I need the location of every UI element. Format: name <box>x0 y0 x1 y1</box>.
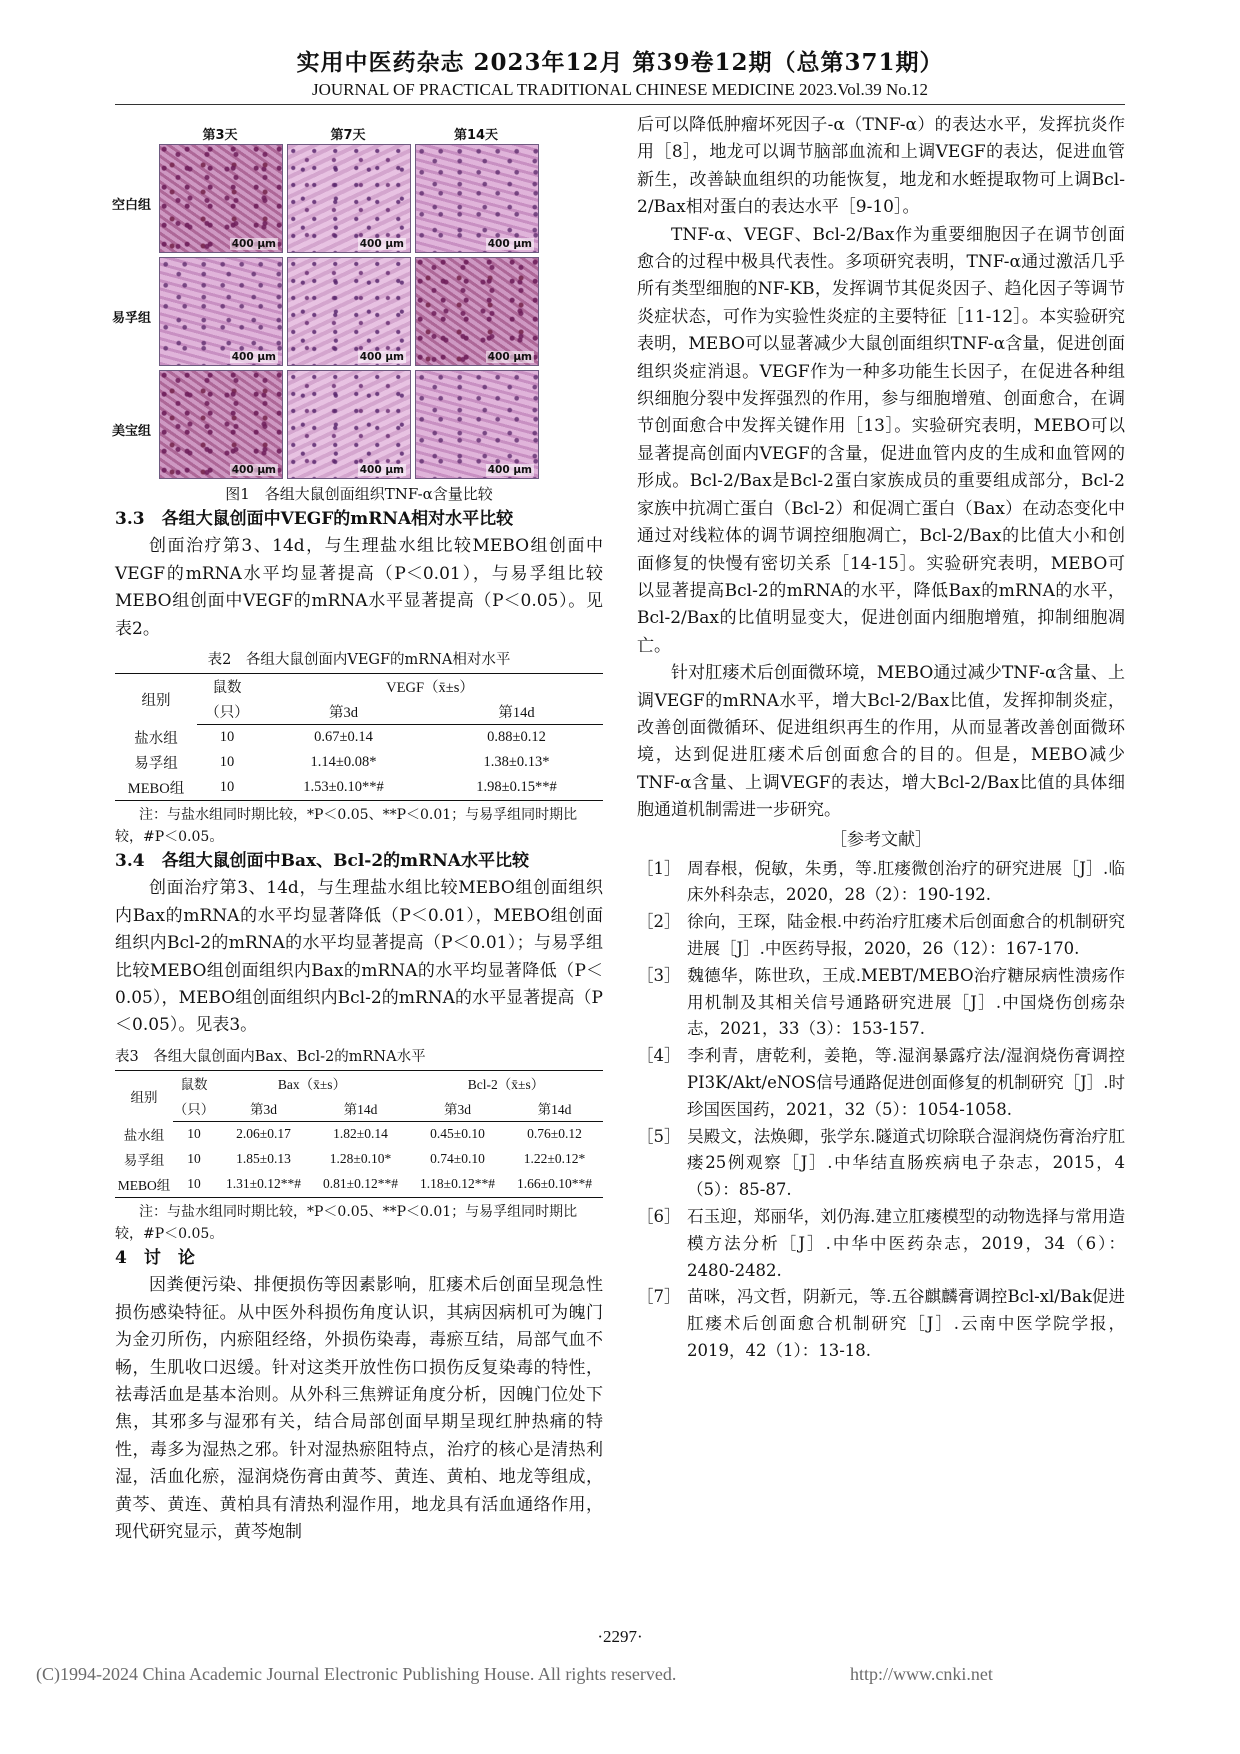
table-cell: 0.81±0.12**# <box>312 1172 409 1198</box>
table-header-n-unit: （只） <box>173 1096 215 1122</box>
reference-number: ［1］ <box>637 858 681 878</box>
reference-text: 苗咪，冯文哲，阴新元，等.五谷麒麟膏调控Bcl-xl/Bak促进肛瘘术后创面愈合机制研究［J］.云南中医学院学报，2019，42（1）：13-18. <box>687 1287 1125 1360</box>
table-header-day3: 第3d <box>409 1096 506 1122</box>
table-header-group: 组别 <box>115 674 197 725</box>
table-cell: 盐水组 <box>134 730 178 747</box>
table-row <box>115 1121 603 1147</box>
scale-bar-label: 400 μm <box>231 464 276 476</box>
journal-title-cn: 实用中医药杂志 2023年12月 第39卷12期（总第371期） <box>296 49 944 76</box>
figure-col-label-day14: 第14天 <box>453 128 499 143</box>
scale-bar-label: 400 μm <box>487 238 532 250</box>
micrograph-meibao-day3 <box>159 370 283 479</box>
table-2-note: 注：与盐水组同时期比较，*P＜0.05、**P＜0.01；与易孚组同时期比较，#P＜0.05。 <box>115 807 578 846</box>
header-rule <box>115 104 1125 105</box>
reference-number: ［2］ <box>637 912 681 932</box>
figure-col-label-day7: 第7天 <box>330 128 366 143</box>
reference-item <box>637 1124 1125 1204</box>
table-cell: 1.18±0.12**# <box>409 1172 506 1198</box>
table-cell: 0.76±0.12 <box>527 1126 582 1142</box>
reference-number: ［7］ <box>637 1287 681 1307</box>
table-row <box>115 1172 603 1198</box>
journal-title-en: JOURNAL OF PRACTICAL TRADITIONAL CHINESE MEDICINE 2023.Vol.39 No.12 <box>311 80 929 99</box>
table-cell: 1.98±0.15**# <box>430 775 603 801</box>
table-cell: 10 <box>173 1172 215 1198</box>
scale-bar-label: 400 μm <box>487 351 532 363</box>
figure-1 <box>111 112 603 482</box>
reference-number: ［4］ <box>637 1046 681 1066</box>
page-number: ·2297· <box>597 1627 643 1646</box>
table-cell: MEBO组 <box>115 1172 173 1198</box>
references-heading: ［参考文献］ <box>830 829 932 850</box>
right-column <box>637 112 1125 1365</box>
discussion-paragraph-1: 后可以降低肿瘤坏死因子-α（TNF-α）的表达水平，发挥抗炎作用［8］，地龙可以调节脑部血流和上调VEGF的表达，促进血管新生，改善缺血组织的功能恢复，地龙和水蛭提取物可上调Bcl-2/Bax相对蛋白的表达水平［9-10］。 <box>637 115 1125 218</box>
table-cell: 易孚组 <box>123 1153 165 1169</box>
table-cell: 10 <box>187 1126 201 1142</box>
table-cell: 盐水组 <box>123 1128 165 1144</box>
table-row <box>115 775 603 801</box>
table-header-day3: 第3d <box>215 1096 312 1122</box>
table-cell: 易孚组 <box>134 756 178 773</box>
table-header-bcl2: Bcl-2（x̄±s） <box>409 1070 603 1096</box>
micrograph-blank-day7 <box>287 144 411 253</box>
scale-bar-label: 400 μm <box>359 238 404 250</box>
micrograph-yifu-day7 <box>287 257 411 366</box>
table-cell: 0.74±0.10 <box>430 1151 485 1167</box>
table-header-day14: 第14d <box>312 1096 409 1122</box>
table-cell: MEBO组 <box>115 775 197 801</box>
scale-bar-label: 400 μm <box>359 464 404 476</box>
scale-bar-label: 400 μm <box>487 464 532 476</box>
micrograph-yifu-day14 <box>415 257 539 366</box>
table-cell: 2.06±0.17 <box>236 1126 291 1142</box>
website-link[interactable]: http://www.cnki.net <box>850 1664 993 1684</box>
table-header-group: 组别 <box>115 1070 173 1121</box>
table-header-bax: Bax（x̄±s） <box>215 1070 409 1096</box>
reference-item <box>637 963 1125 1043</box>
table-cell: 10 <box>219 754 235 771</box>
reference-number: ［3］ <box>637 965 681 985</box>
left-column <box>111 112 603 1546</box>
figure-row-label-blank: 空白组 <box>111 198 151 213</box>
table-cell: 1.53±0.10**# <box>257 775 430 801</box>
reference-item <box>637 909 1125 963</box>
table-header-vegf: VEGF（x̄±s） <box>257 674 603 700</box>
table-header-day14: 第14d <box>506 1096 603 1122</box>
reference-item <box>637 1284 1125 1364</box>
table-3-note: 注：与盐水组同时期比较，*P＜0.05、**P＜0.01；与易孚组同时期比较，#P＜0.05。 <box>115 1203 578 1242</box>
table-header-day3: 第3d <box>257 699 430 725</box>
section-3-3-title: 3.3 各组大鼠创面中VEGF的mRNA相对水平比较 <box>115 509 514 529</box>
table-row <box>115 725 603 751</box>
micrograph-blank-day3 <box>159 144 283 253</box>
micrograph-blank-day14 <box>415 144 539 253</box>
table-cell: 1.38±0.13* <box>483 754 550 771</box>
table-cell: 1.22±0.12* <box>523 1151 586 1167</box>
figure-row-label-meibao: 美宝组 <box>111 424 151 439</box>
reference-list <box>637 856 1125 1365</box>
reference-item <box>637 1204 1125 1284</box>
reference-text: 石玉迎，郑丽华，刘仍海.建立肛瘘模型的动物选择与常用造模方法分析［J］.中华中医药杂志，2019，34（6）：2480-2482. <box>687 1206 1125 1280</box>
table-cell: 1.85±0.13 <box>236 1151 291 1167</box>
discussion-paragraph-2: TNF-α、VEGF、Bcl-2/Bax作为重要细胞因子在调节创面愈合的过程中极具代表性。多项研究表明，TNF-α通过激活几乎所有类型细胞的NF-KB，发挥调节其促炎因子、趋化因子等调节炎症状态，可作为实验性炎症的主要特征［11-12］。本实验研究表明，MEBO可以显著减少大鼠创面组织TNF-α含量，促进创面组织炎症消退。VEGF作为一种多功能生长因子，在促进各种组织细胞分裂中发挥强烈的作用，参与细胞增殖、创面愈合，在调节创面愈合中发挥关键作用［13］。实验研究表明，MEBO可以显著提高创面内VEGF的含量，促进血管内皮的生成和血管网的形成。Bcl-2/Bax是Bcl-2蛋白家族成员的重要组成部分，Bcl-2家族中抗凋亡蛋白（Bcl-2）和促凋亡蛋白（Bax）在动态变化中通过对线粒体的调节调控细胞凋亡，Bcl-2/Bax的比值大小和创面修复的快慢有密切关系［14-15］。实验研究表明，MEBO可以显著提高Bcl-2的mRNA的水平，降低Bax的mRNA的水平，Bcl-2/Bax的比值明显变大，促进创面内细胞增殖，抑制细胞凋亡。 <box>637 224 1125 656</box>
table-3-caption: 表3 各组大鼠创面内Bax、Bcl-2的mRNA水平 <box>115 1048 426 1065</box>
reference-text: 吴殿文，法焕卿，张学东.隧道式切除联合湿润烧伤膏治疗肛瘘25例观察［J］.中华结直肠疾病电子杂志，2015，4（5）：85-87. <box>687 1126 1125 1200</box>
table-row <box>115 1147 603 1172</box>
reference-text: 李利青，唐乾利，姜艳，等.湿润暴露疗法/湿润烧伤膏调控PI3K/Akt/eNOS信号通路促进创面修复的机制研究［J］.时珍国医国药，2021，32（5）：1054-1058. <box>687 1046 1125 1119</box>
section-3-4-text: 创面治疗第3、14d，与生理盐水组比较MEBO组创面组织内Bax的mRNA的水平均显著降低（P＜0.01），MEBO组创面组织内Bcl-2的mRNA的水平均显著提高（P＜0.01）；与易孚组比较MEBO组创面组织内Bax的mRNA的水平均显著降低（P＜0.05），MEBO组创面组织内Bcl-2的mRNA的水平显著提高（P＜0.05）。见表3。 <box>115 878 603 1036</box>
table-cell: 1.31±0.12**# <box>215 1172 312 1198</box>
figure-row-label-yifu: 易孚组 <box>111 311 151 326</box>
table-header-n-unit: （只） <box>197 699 257 725</box>
table-2 <box>115 673 603 801</box>
section-4-text: 因粪便污染、排便损伤等因素影响，肛瘘术后创面呈现急性损伤感染特征。从中医外科损伤角度认识，其病因病机可为魄门为金刃所伤，内瘀阻经络，外损伤染毒，毒瘀互结，局部气血不畅，生肌收口迟缓。针对这类开放性伤口损伤反复染毒的特性，祛毒活血是基本治则。从外科三焦辨证角度分析，因魄门位处下焦，其邪多与湿邪有关，结合局部创面早期呈现红肿热痛的特性，毒多为湿热之邪。针对湿热瘀阻特点，治疗的核心是清热利湿，活血化瘀，湿润烧伤膏由黄芩、黄连、黄柏、地龙等组成，黄芩、黄连、黄柏具有清热利湿作用，地龙具有活血通络作用，现代研究显示，黄芩炮制 <box>115 1275 603 1542</box>
table-cell: 1.28±0.10* <box>329 1151 392 1167</box>
reference-number: ［5］ <box>637 1126 681 1146</box>
table-cell: 10 <box>187 1151 201 1167</box>
scale-bar-label: 400 μm <box>231 351 276 363</box>
scale-bar-label: 400 μm <box>231 238 276 250</box>
table-row <box>115 750 603 775</box>
micrograph-meibao-day7 <box>287 370 411 479</box>
reference-text: 魏德华，陈世玖，王成.MEBT/MEBO治疗糖尿病性溃疡作用机制及其相关信号通路研究进展［J］.中国烧伤创疡杂志，2021，33（3）：153-157. <box>687 965 1125 1039</box>
figure-col-label-day3: 第3天 <box>202 128 238 143</box>
table-cell: 10 <box>219 729 235 746</box>
table-cell: 1.14±0.08* <box>310 754 377 771</box>
reference-item <box>637 1043 1125 1123</box>
reference-number: ［6］ <box>637 1206 681 1226</box>
reference-text: 周春根，倪敏，朱勇，等.肛瘘微创治疗的研究进展［J］.临床外科杂志，2020，28（2）：190-192. <box>687 858 1125 905</box>
table-cell: 0.67±0.14 <box>314 729 373 746</box>
discussion-paragraph-3: 针对肛瘘术后创面微环境，MEBO通过减少TNF-α含量、上调VEGF的mRNA水平，增大Bcl-2/Bax比值，发挥抑制炎症，改善创面微循环、促进组织再生的作用，从而显著改善创面微环境，达到促进肛瘘术后创面愈合的目的。但是，MEBO减少TNF-α含量、上调VEGF的表达，增大Bcl-2/Bax比值的具体细胞通道机制需进一步研究。 <box>637 663 1125 821</box>
table-cell: 0.45±0.10 <box>430 1126 485 1142</box>
micrograph-meibao-day14 <box>415 370 539 479</box>
table-3 <box>115 1070 603 1198</box>
reference-text: 徐向，王琛，陆金根.中药治疗肛瘘术后创面愈合的机制研究进展［J］.中医药导报，2020，26（12）：167-170. <box>687 912 1125 958</box>
table-cell: 1.66±0.10**# <box>506 1172 603 1198</box>
table-cell: 0.88±0.12 <box>487 729 546 746</box>
table-header-n: 鼠数 <box>173 1070 215 1096</box>
section-3-3-text: 创面治疗第3、14d，与生理盐水组比较MEBO组创面中VEGF的mRNA水平均显著提高（P＜0.01），与易孚组比较MEBO组创面中VEGF的mRNA水平显著提高（P＜0.05）。见表2。 <box>115 536 603 639</box>
table-2-caption: 表2 各组大鼠创面内VEGF的mRNA相对水平 <box>207 652 511 669</box>
table-cell: 1.82±0.14 <box>333 1126 388 1142</box>
reference-item <box>637 856 1125 910</box>
micrograph-yifu-day3 <box>159 257 283 366</box>
section-4-title: 4 讨 论 <box>115 1247 195 1268</box>
table-header-n: 鼠数 <box>197 674 257 700</box>
table-cell: 10 <box>197 775 257 801</box>
figure-1-caption: 图1 各组大鼠创面组织TNF-α含量比较 <box>225 485 493 503</box>
copyright-notice: (C)1994-2024 China Academic Journal Electronic Publishing House. All rights reserved. <box>36 1664 677 1684</box>
scale-bar-label: 400 μm <box>359 351 404 363</box>
table-header-day14: 第14d <box>430 699 603 725</box>
section-3-4-title: 3.4 各组大鼠创面中Bax、Bcl-2的mRNA水平比较 <box>115 851 530 872</box>
